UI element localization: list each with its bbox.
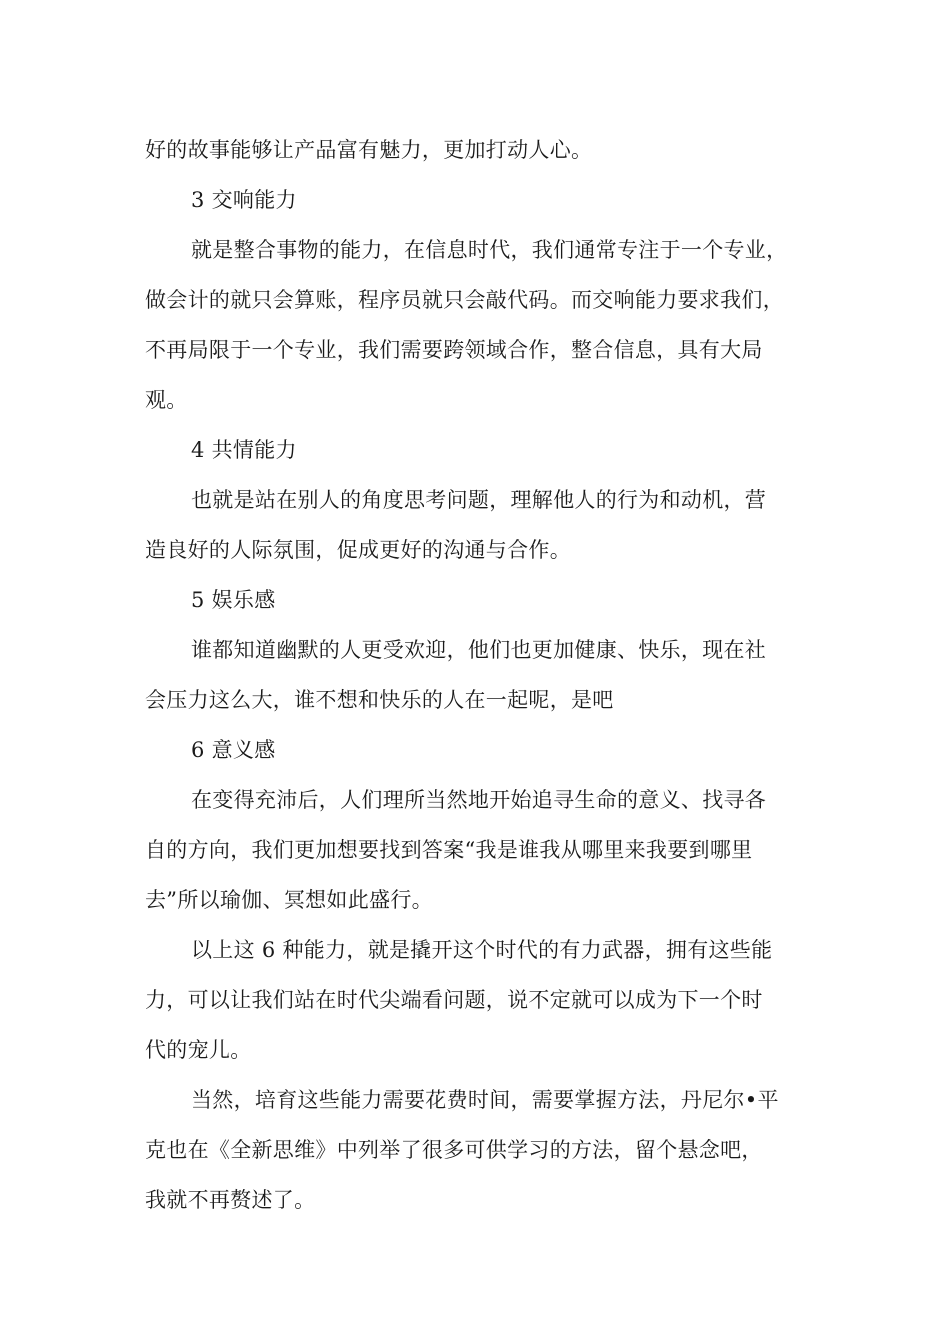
text-line: 会压力这么大，谁不想和快乐的人在一起呢，是吧 — [145, 688, 614, 712]
text-line: 造良好的人际氛围，促成更好的沟通与合作。 — [145, 538, 571, 562]
text-line: 做会计的就只会算账，程序员就只会敲代码。而交响能力要求我们， — [145, 288, 784, 312]
section-heading: 4 共情能力 — [191, 438, 297, 462]
paragraph-symphony — [145, 225, 825, 425]
heading-meaning — [145, 725, 825, 775]
section-heading: 5 娱乐感 — [191, 588, 276, 612]
text-line: 谁都知道幽默的人更受欢迎，他们也更加健康、快乐，现在社 — [191, 638, 767, 662]
paragraph-story — [145, 125, 825, 175]
heading-empathy — [145, 425, 825, 475]
heading-symphony — [145, 175, 825, 225]
paragraph-play — [145, 625, 825, 725]
heading-play — [145, 575, 825, 625]
text-line: 力，可以让我们站在时代尖端看问题，说不定就可以成为下一个时 — [145, 988, 763, 1012]
text-line: 也就是站在别人的角度思考问题，理解他人的行为和动机，营 — [191, 488, 767, 512]
paragraph-empathy — [145, 475, 825, 575]
text-line: 自的方向，我们更加想要找到答案“我是谁我从哪里来我要到哪里 — [145, 838, 753, 862]
text-line: 以上这 6 种能力，就是撬开这个时代的有力武器，拥有这些能 — [191, 938, 773, 962]
paragraph-summary — [145, 925, 825, 1075]
text-line: 观。 — [145, 388, 188, 412]
text-line: 就是整合事物的能力，在信息时代，我们通常专注于一个专业， — [191, 238, 788, 262]
text-line: 在变得充沛后，人们理所当然地开始追寻生命的意义、找寻各 — [191, 788, 767, 812]
text-line: 不再局限于一个专业，我们需要跨领域合作，整合信息，具有大局 — [145, 338, 763, 362]
section-heading: 6 意义感 — [191, 738, 276, 762]
text-line: 当然，培育这些能力需要花费时间，需要掌握方法，丹尼尔•平 — [191, 1088, 779, 1112]
section-heading: 3 交响能力 — [191, 188, 297, 212]
paragraph-meaning — [145, 775, 825, 925]
text-line: 去”所以瑜伽、冥想如此盛行。 — [145, 888, 433, 912]
text-line: 我就不再赘述了。 — [145, 1188, 316, 1212]
text-line: 代的宠儿。 — [145, 1038, 252, 1062]
text-line: 好的故事能够让产品富有魅力，更加打动人心。 — [145, 138, 593, 162]
paragraph-closing — [145, 1075, 825, 1225]
text-line: 克也在《全新思维》中列举了很多可供学习的方法，留个悬念吧， — [145, 1138, 763, 1162]
